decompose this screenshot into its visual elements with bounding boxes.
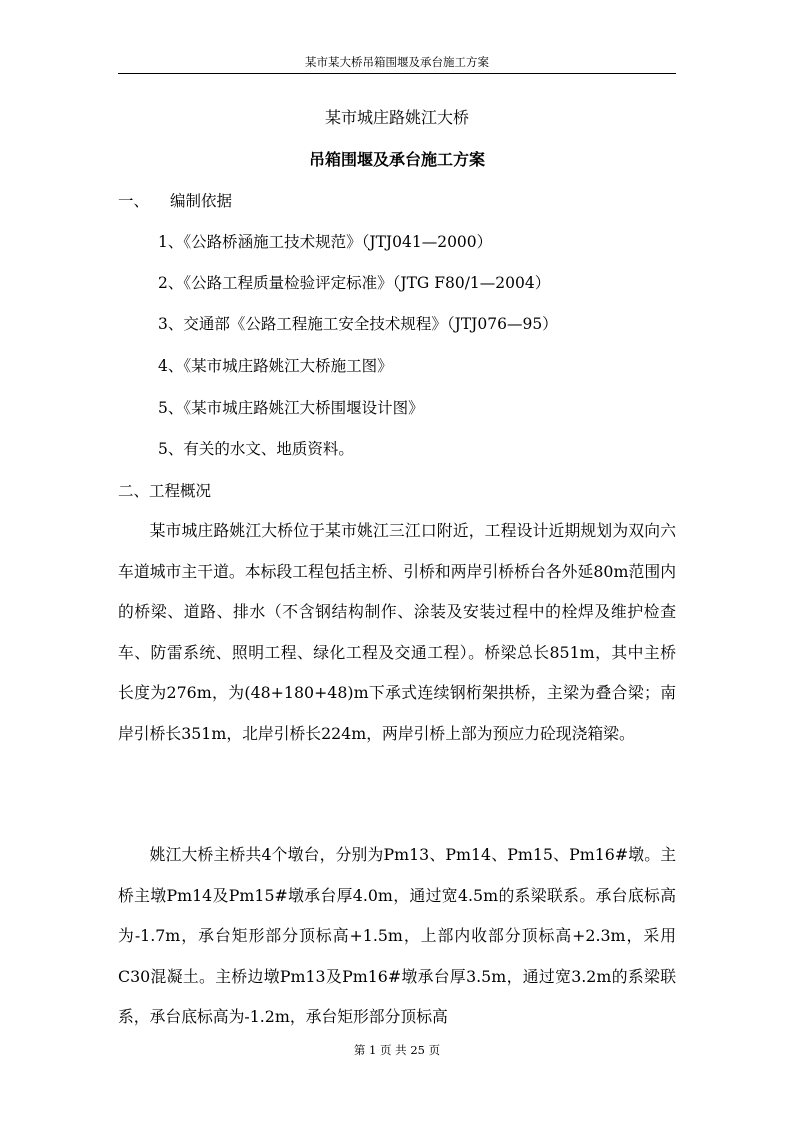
- document-title: 某市城庄路姚江大桥: [324, 108, 469, 127]
- body-paragraph: 姚江大桥主桥共4个墩台，分别为Pm13、Pm14、Pm15、Pm16#墩。主桥主墩Pm14及Pm15#墩承台厚4.0m，通过宽4.5m的系梁联系。承台底标高为-1.7m，承台矩形部分顶标高+1.5m，上部内收部分顶标高+2.3m，采用C30混凝土。主桥边墩Pm13及Pm16#墩承台厚3.5m，通过宽3.2m的系梁联系，承台底标高为-1.2m，承台矩形部分顶标高: [118, 845, 676, 1026]
- body-paragraph: 某市城庄路姚江大桥位于某市姚江三江口附近，工程设计近期规划为双向六车道城市主干道。本标段工程包括主桥、引桥和两岸引桥桥台各外延80m范围内的桥梁、道路、排水（不含钢结构制作、涂装及安装过程中的栓焊及维护检查车、防雷系统、照明工程、绿化工程及交通工程）。桥梁总长851m，其中主桥长度为276m，为(48+180+48)m下承式连续钢桁架拱桥，主梁为叠合梁；南岸引桥长351m，北岸引桥长224m，两岸引桥上部为预应力砼现浇箱梁。: [118, 521, 676, 743]
- header-divider: [118, 73, 676, 74]
- reference-item: 5、《某市城庄路姚江大桥围堰设计图》: [158, 399, 424, 417]
- section2-heading: 二、工程概况: [118, 482, 212, 500]
- reference-item: 3、交通部《公路工程施工安全技术规程》（JTJ076—95）: [158, 315, 558, 333]
- section1-heading-number: 一、: [118, 192, 150, 210]
- page-footer: 第 1 页 共 25 页: [353, 1043, 441, 1057]
- section1-heading-text: 编制依据: [170, 192, 233, 210]
- page-header: 某市某大桥吊箱围堰及承台施工方案: [305, 55, 489, 69]
- reference-item: 2、《公路工程质量检验评定标准》（JTG F80/1—2004）: [158, 274, 551, 292]
- reference-item: 5、有关的水文、地质资料。: [158, 440, 354, 458]
- document-subtitle: 吊箱围堰及承台施工方案: [308, 150, 485, 169]
- reference-item: 4、《某市城庄路姚江大桥施工图》: [158, 357, 393, 375]
- reference-item: 1、《公路桥涵施工技术规范》（JTJ041—2000）: [158, 233, 493, 251]
